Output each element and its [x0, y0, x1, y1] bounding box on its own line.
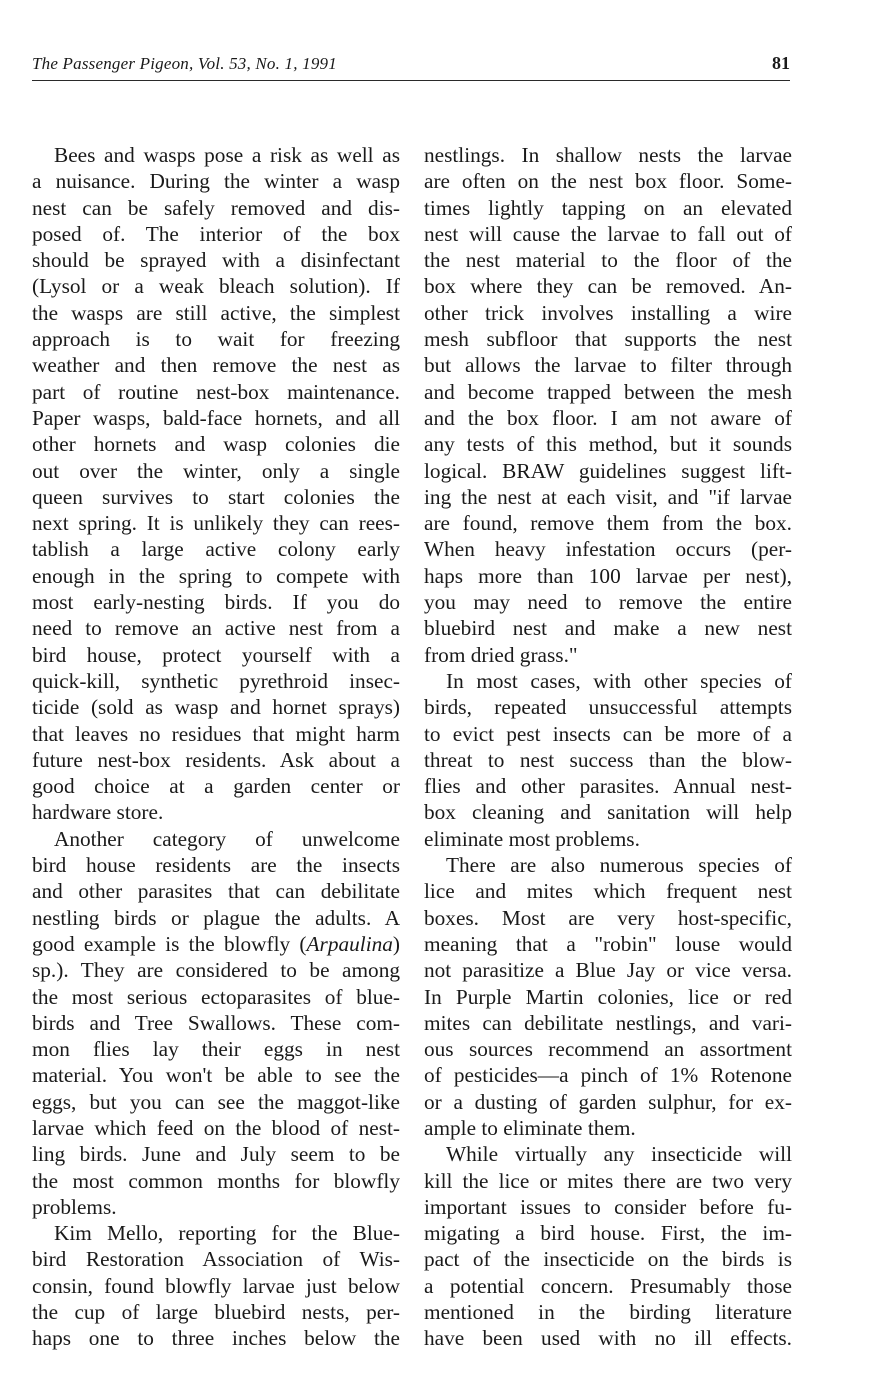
text-line: pact of the insecticide on the birds is [424, 1247, 792, 1272]
text-line: flies and other parasites. Annual nest- [424, 774, 792, 799]
text-line: any tests of this method, but it sounds [424, 432, 792, 457]
text-line: most early-nesting birds. If you do [32, 590, 400, 615]
text-line: ticide (sold as wasp and hornet sprays) [32, 695, 400, 720]
text-line: bird house residents are the insects [32, 853, 400, 878]
paragraph-insecticide [424, 1141, 792, 1351]
text-line: good choice at a garden center or [32, 774, 400, 799]
text-line: birds and Tree Swallows. These com- [32, 1010, 400, 1035]
text-line: hardware store. [32, 800, 164, 825]
text-line: When heavy infestation occurs (per- [424, 537, 792, 562]
text-line: posed of. The interior of the box [32, 221, 400, 246]
text-line: should be sprayed with a disinfectant [32, 248, 400, 273]
text-line: eggs, but you can see the maggot-like [32, 1089, 400, 1114]
text-line: other hornets and wasp colonies die [32, 432, 400, 457]
text-line-blowfly [32, 931, 400, 957]
text-line: the most serious ectoparasites of blue- [32, 984, 400, 1009]
text-line: Paper wasps, bald-face hornets, and all [32, 405, 400, 430]
paragraph-mello [32, 1220, 400, 1351]
text-line: out over the winter, only a single [32, 458, 400, 483]
text-line: ling birds. June and July seem to be [32, 1142, 400, 1167]
text-line: mites can debilitate nestlings, and vari- [424, 1010, 792, 1035]
text-line: a potential concern. Presumably those [424, 1273, 792, 1298]
text-line: Another category of unwelcome [54, 826, 400, 851]
text-line: weather and then remove the nest as [32, 353, 400, 378]
text-line: nest will cause the larvae to fall out of [424, 221, 792, 246]
text-line: you may need to remove the entire [424, 590, 792, 615]
paragraph-parasites [32, 826, 400, 1220]
text-line: approach is to wait for freezing [32, 327, 400, 352]
text-line: material. You won't be able to see the [32, 1063, 400, 1088]
text-line: In Purple Martin colonies, lice or red [424, 984, 792, 1009]
text-line: boxes. Most are very host-specific, [424, 905, 792, 930]
text-line: future nest-box residents. Ask about a [32, 747, 400, 772]
text-line: the cup of large bluebird nests, per- [32, 1300, 400, 1325]
text-line: There are also numerous species of [446, 853, 792, 878]
text-line: are found, remove them from the box. [424, 511, 792, 536]
text-line: tablish a large active colony early [32, 537, 400, 562]
text-line: Kim Mello, reporting for the Blue- [54, 1221, 400, 1246]
text-line: the nest material to the floor of the [424, 248, 792, 273]
text-line: lice and mites which frequent nest [424, 879, 792, 904]
running-header [32, 54, 790, 81]
text-segment: good example is the blowfly ( [32, 931, 307, 956]
text-line: or a dusting of garden sulphur, for ex- [424, 1089, 792, 1114]
page-number: 81 [772, 53, 790, 73]
text-line: box where they can be removed. An- [424, 274, 792, 299]
text-line: threat to nest success than the blow- [424, 747, 792, 772]
text-line: mesh subfloor that supports the nest [424, 327, 792, 352]
text-line: from dried grass." [424, 642, 578, 667]
text-line: logical. BRAW guidelines suggest lift- [424, 458, 792, 483]
text-line: sp.). They are considered to be among [32, 958, 400, 983]
text-line: enough in the spring to compete with [32, 563, 400, 588]
right-column [424, 142, 792, 1352]
text-line: bluebird nest and make a new nest [424, 616, 792, 641]
text-line: mon flies lay their eggs in nest [32, 1037, 400, 1062]
text-line: nest can be safely removed and dis- [32, 195, 400, 220]
text-line: of pesticides—a pinch of 1% Rotenone [424, 1063, 792, 1088]
text-line: and become trapped between the mesh [424, 379, 792, 404]
journal-citation: The Passenger Pigeon, Vol. 53, No. 1, 1991 [32, 54, 337, 73]
text-line: important issues to consider before fu- [424, 1194, 792, 1219]
text-line: have been used with no ill effects. [424, 1326, 792, 1351]
text-line: a nuisance. During the winter a wasp [32, 169, 400, 194]
text-line: times lightly tapping on an elevated [424, 195, 792, 220]
text-line: nestling birds or plague the adults. A [32, 905, 400, 930]
text-line: consin, found blowfly larvae just below [32, 1273, 400, 1298]
text-line: kill the lice or mites there are two very [424, 1168, 792, 1193]
text-line: need to remove an active nest from a [32, 616, 400, 641]
text-line: part of routine nest-box maintenance. [32, 379, 400, 404]
text-line: bird Restoration Association of Wis- [32, 1247, 400, 1272]
text-line: next spring. It is unlikely they can rees- [32, 511, 400, 536]
text-line: but allows the larvae to filter through [424, 353, 792, 378]
text-line: the most common months for blowfly [32, 1168, 400, 1193]
species-name: Arpaulina [306, 931, 393, 956]
text-line: the wasps are still active, the simplest [32, 300, 400, 325]
text-line: migating a bird house. First, the im- [424, 1221, 792, 1246]
text-line: and the box floor. I am not aware of [424, 405, 792, 430]
text-segment: ) [392, 931, 400, 956]
text-line: haps one to three inches below the [32, 1326, 400, 1351]
text-line: eliminate most problems. [424, 826, 640, 851]
text-line: problems. [32, 1194, 117, 1219]
text-line: queen survives to start colonies the [32, 484, 400, 509]
text-line: other trick involves installing a wire [424, 300, 792, 325]
text-line: ous sources recommend an assortment [424, 1037, 792, 1062]
text-line: Bees and wasps pose a risk as well as [54, 143, 400, 167]
text-line: birds, repeated unsuccessful attempts [424, 695, 792, 720]
text-line: In most cases, with other species of [446, 668, 792, 693]
text-line: nestlings. In shallow nests the larvae [424, 143, 792, 167]
text-line: and other parasites that can debilitate [32, 879, 400, 904]
text-line: ample to eliminate them. [424, 1115, 636, 1140]
text-line: larvae which feed on the blood of nest- [32, 1115, 400, 1140]
text-line: ing the nest at each visit, and "if larvae [424, 484, 792, 509]
paragraph-wasps [32, 142, 400, 826]
text-line: meaning that a "robin" louse would [424, 931, 792, 956]
text-line: mentioned in the birding literature [424, 1300, 792, 1325]
text-line: quick-kill, synthetic pyrethroid insec- [32, 668, 400, 693]
text-line: (Lysol or a weak bleach solution). If [32, 274, 400, 299]
paragraph-other-species [424, 668, 792, 852]
text-line: to evict pest insects can be more of a [424, 721, 792, 746]
paragraph-lice-mites [424, 852, 792, 1141]
text-line: are often on the nest box floor. Some- [424, 169, 792, 194]
left-column [32, 142, 400, 1352]
text-line: that leaves no residues that might harm [32, 721, 400, 746]
text-line: box cleaning and sanitation will help [424, 800, 792, 825]
text-line: While virtually any insecticide will [446, 1142, 792, 1167]
paragraph-mello-continued [424, 142, 792, 668]
text-line: haps more than 100 larvae per nest), [424, 563, 792, 588]
text-line: not parasitize a Blue Jay or vice versa. [424, 958, 792, 983]
text-line: bird house, protect yourself with a [32, 642, 400, 667]
